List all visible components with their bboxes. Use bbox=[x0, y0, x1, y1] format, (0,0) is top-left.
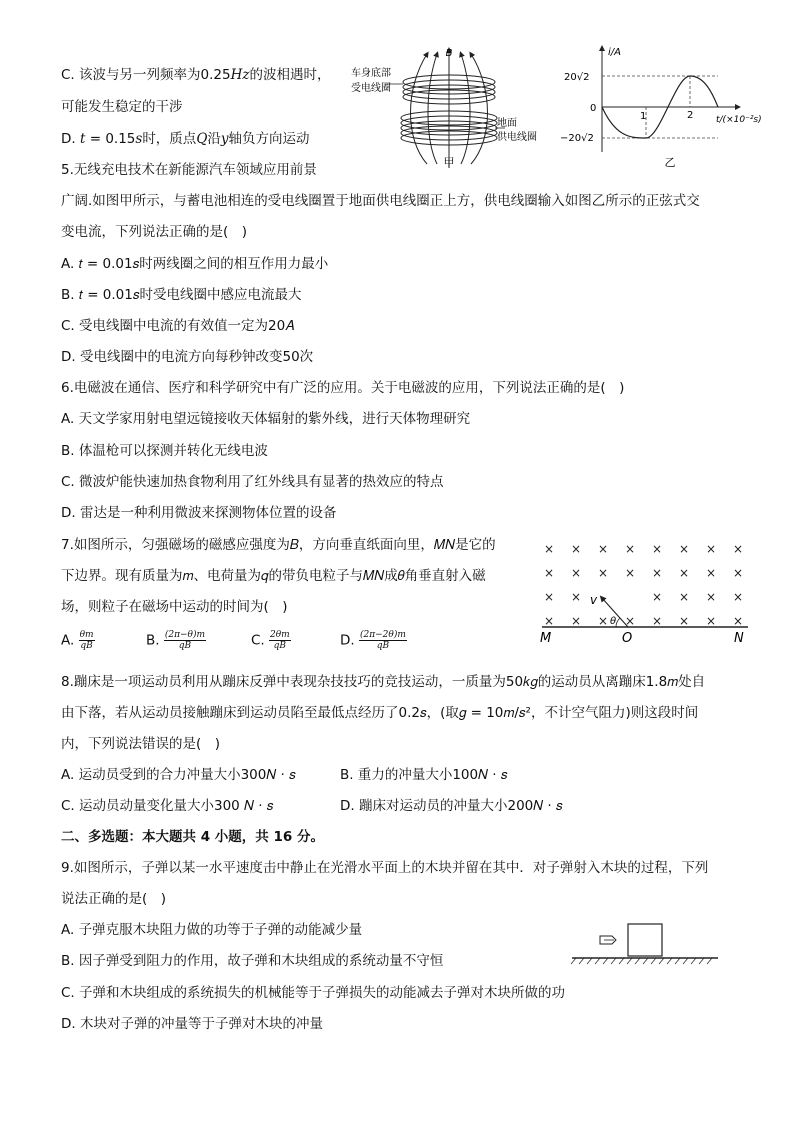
q9-stem-line1: 9.如图所示，子弹以某一水平速度击中静止在光滑水平面上的木块并留在其中．对子弹射入木块的过程，下列 bbox=[61, 860, 709, 876]
q5-stem-line2: 广阔.如图甲所示，与蓄电池相连的受电线圈置于地面供电线圈正上方，供电线圈输入如图乙所示的正弦式交 bbox=[61, 193, 700, 209]
q7-d-fraction bbox=[359, 630, 407, 651]
q7-c-label: C. bbox=[251, 632, 265, 649]
q4-d-label: D. bbox=[61, 131, 80, 147]
q8-option-a: A. 运动员受到的合力冲量大小300𝑁 · 𝑠 bbox=[61, 767, 296, 783]
q5-stem-line3: 变电流，下列说法正确的是( ) bbox=[61, 224, 248, 240]
q8-option-c: C. 运动员动量变化量大小300 𝑁 · 𝑠 bbox=[61, 798, 274, 814]
wooden-block bbox=[628, 924, 662, 956]
q7-d-denominator: qB bbox=[376, 641, 390, 651]
field-cross-icon: × bbox=[544, 590, 555, 604]
lower-coil-label-1: 地面 bbox=[497, 118, 517, 129]
field-cross-icon: × bbox=[733, 566, 744, 580]
figure-yi-current-graph bbox=[560, 42, 770, 172]
q8-stem-line3: 内，下列说法错误的是( ) bbox=[61, 736, 221, 752]
velocity-label: v bbox=[590, 593, 598, 607]
q7-b-numerator: (2π−θ)m bbox=[164, 630, 206, 640]
q6-option-a: A. 天文学家用射电望远镜接收天体辐射的紫外线，进行天体物理研究 bbox=[61, 411, 471, 427]
q9-option-a: A. 子弹克服木块阻力做的功等于子弹的动能减少量 bbox=[61, 922, 363, 938]
field-cross-icon: × bbox=[652, 542, 663, 556]
x-axis-label: t/(×10⁻²s) bbox=[716, 115, 762, 125]
q5-option-b: B. 𝑡 = 0.01𝑠时受电线圈中感应电流最大 bbox=[61, 287, 302, 303]
field-cross-icon: × bbox=[544, 614, 555, 628]
boundary-point-n: N bbox=[734, 631, 744, 646]
q7-c-fraction bbox=[269, 630, 291, 651]
field-cross-icon: × bbox=[733, 614, 744, 628]
q7-c-denominator: qB bbox=[273, 641, 287, 651]
x-tick-2: 2 bbox=[687, 110, 694, 121]
theta-label: θ bbox=[610, 616, 617, 627]
figure-bullet-block bbox=[568, 918, 722, 970]
q7-option-b bbox=[146, 630, 206, 651]
q4-c-unit: Hz bbox=[230, 67, 250, 83]
q7-a-fraction bbox=[79, 630, 95, 651]
field-cross-icon: × bbox=[652, 614, 663, 628]
boundary-point-o: O bbox=[622, 631, 633, 646]
field-cross-icon: × bbox=[652, 590, 663, 604]
q7-option-a bbox=[61, 630, 95, 651]
q7-a-numerator: θm bbox=[79, 630, 94, 640]
lower-coil-label-2: 供电线圈 bbox=[497, 132, 537, 143]
field-cross-icon: × bbox=[625, 566, 636, 580]
q8-option-d: D. 蹦床对运动员的冲量大小200𝑁 · 𝑠 bbox=[340, 798, 563, 814]
field-cross-icon: × bbox=[706, 566, 717, 580]
q7-a-label: A. bbox=[61, 632, 75, 649]
field-cross-icon: × bbox=[571, 614, 582, 628]
q7-c-numerator: 2θm bbox=[270, 630, 290, 640]
q4-c-text-post: 的波相遇时， bbox=[249, 67, 331, 83]
field-cross-icon: × bbox=[706, 614, 717, 628]
q7-stem-line2: 下边界。现有质量为𝑚、电荷量为𝑞的带负电粒子与𝑀𝑁成𝜃角垂直射入磁 bbox=[61, 568, 486, 584]
q7-a-denominator: qB bbox=[80, 641, 93, 651]
field-b-label: B bbox=[445, 48, 453, 59]
field-cross-icon: × bbox=[679, 566, 690, 580]
q4-d-unit: s bbox=[135, 131, 143, 147]
q6-option-c: C. 微波炉能快速加热食物利用了红外线具有显著的热效应的特点 bbox=[61, 474, 444, 490]
field-cross-icon: × bbox=[571, 542, 582, 556]
q8-stem-line1: 8.蹦床是一项运动员利用从蹦床反弹中表现杂技技巧的竞技运动，一质量为50𝑘𝑔的运动员从离蹦床1.8𝑚处自 bbox=[61, 674, 706, 690]
field-cross-icon: × bbox=[598, 542, 609, 556]
field-cross-icon: × bbox=[706, 590, 717, 604]
figure-magnetic-field bbox=[536, 536, 756, 648]
field-cross-icon: × bbox=[598, 614, 609, 628]
y-axis-label: i/A bbox=[608, 47, 621, 58]
q7-d-label: D. bbox=[340, 632, 355, 649]
q4-d-axis: y bbox=[220, 131, 229, 147]
q5-stem-line1: 5.无线充电技术在新能源汽车领域应用前景 bbox=[61, 162, 317, 178]
figure-jia-caption: 甲 bbox=[443, 156, 455, 169]
field-cross-icon: × bbox=[679, 542, 690, 556]
q7-option-d bbox=[340, 630, 407, 651]
figure-jia-coils bbox=[345, 44, 555, 172]
q9-option-d: D. 木块对子弹的冲量等于子弹对木块的冲量 bbox=[61, 1016, 323, 1032]
q9-option-b: B. 因子弹受到阻力的作用，故子弹和木块组成的系统动量不守恒 bbox=[61, 953, 444, 969]
q4-d-post: 轴负方向运动 bbox=[228, 131, 310, 147]
q7-stem-line3: 场，则粒子在磁场中运动的时间为( ) bbox=[61, 599, 288, 615]
q4-d-mid: 时，质点 bbox=[142, 131, 197, 147]
q5-option-c: C. 受电线圈中电流的有效值一定为20𝐴 bbox=[61, 318, 295, 334]
q6-option-b: B. 体温枪可以探测并转化无线电波 bbox=[61, 443, 268, 459]
field-cross-icon: × bbox=[571, 566, 582, 580]
y-tick-top: 20√2 bbox=[564, 72, 590, 83]
field-cross-icon: × bbox=[544, 542, 555, 556]
boundary-point-m: M bbox=[540, 631, 552, 646]
q6-stem: 6.电磁波在通信、医疗和科学研究中有广泛的应用。关于电磁波的应用，下列说法正确的是( ) bbox=[61, 380, 625, 396]
q4-d-point: Q bbox=[196, 131, 208, 147]
q9-stem-line2: 说法正确的是( ) bbox=[61, 891, 167, 907]
q7-b-fraction bbox=[164, 630, 206, 651]
q7-option-c bbox=[251, 630, 291, 651]
upper-coil-label-2: 受电线圈 bbox=[351, 83, 391, 94]
q4-d-var: t bbox=[79, 131, 86, 147]
x-tick-1: 1 bbox=[640, 111, 647, 122]
field-cross-icon: × bbox=[733, 542, 744, 556]
figure-yi-caption: 乙 bbox=[664, 156, 676, 169]
q9-option-c: C. 子弹和木块组成的系统损失的机械能等于子弹损失的动能减去子弹对木块所做的功 bbox=[61, 985, 566, 1001]
upper-coil-label-1: 车身底部 bbox=[351, 68, 391, 79]
q4-c-value: 0.25 bbox=[200, 67, 231, 83]
field-cross-icon: × bbox=[544, 566, 555, 580]
field-cross-icon: × bbox=[625, 542, 636, 556]
y-tick-bottom: −20√2 bbox=[560, 133, 594, 144]
q4-option-c-line2: 可能发生稳定的干涉 bbox=[61, 99, 183, 115]
q5-option-d: D. 受电线圈中的电流方向每秒钟改变50次 bbox=[61, 349, 314, 365]
q7-b-label: B. bbox=[146, 632, 160, 649]
field-cross-icon: × bbox=[625, 614, 636, 628]
q5-option-a: A. 𝑡 = 0.01𝑠时两线圈之间的相互作用力最小 bbox=[61, 256, 329, 272]
q7-d-numerator: (2π−2θ)m bbox=[359, 630, 406, 640]
field-cross-icon: × bbox=[679, 614, 690, 628]
q7-stem-line1: 7.如图所示，匀强磁场的磁感应强度为𝐵，方向垂直纸面向里，𝑀𝑁是它的 bbox=[61, 537, 496, 553]
field-cross-icon: × bbox=[706, 542, 717, 556]
field-cross-icon: × bbox=[733, 590, 744, 604]
q4-d-eq: = 0.15 bbox=[85, 131, 136, 147]
field-cross-icon: × bbox=[571, 590, 582, 604]
q4-option-c-line1 bbox=[61, 66, 330, 84]
q7-b-denominator: qB bbox=[178, 641, 192, 651]
section-2-heading: 二、多选题：本大题共 4 小题，共 16 分。 bbox=[61, 829, 324, 845]
q6-option-d: D. 雷达是一种利用微波来探测物体位置的设备 bbox=[61, 505, 337, 521]
q4-d-mid2: 沿 bbox=[207, 131, 221, 147]
q8-option-b: B. 重力的冲量大小100𝑁 · 𝑠 bbox=[340, 767, 508, 783]
q4-c-text-pre: C. 该波与另一列频率为 bbox=[61, 67, 201, 83]
field-cross-icon: × bbox=[679, 590, 690, 604]
field-cross-icon: × bbox=[598, 566, 609, 580]
q4-option-d bbox=[61, 130, 310, 148]
field-cross-icon: × bbox=[652, 566, 663, 580]
q8-stem-line2: 由下落，若从运动员接触蹦床到运动员陷至最低点经历了0.2𝑠，(取𝑔 = 10𝑚/𝑠²，不计空气阻力)则这段时间 bbox=[61, 705, 699, 721]
y-tick-zero: 0 bbox=[590, 103, 597, 114]
